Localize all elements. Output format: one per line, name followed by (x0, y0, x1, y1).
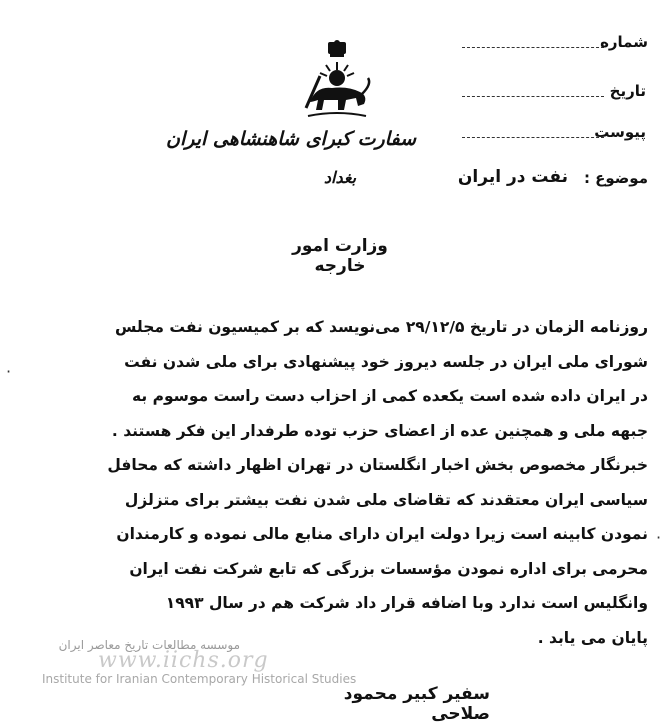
body-line: نمودن کابینه است زیرا دولت ایران دارای منابع مالی نموده و کارمندان (116, 525, 648, 543)
body-line: روزنامه الزمان در تاریخ ۲۹/۱۲/۵ می‌نویسد که بر کمیسیون نفت مجلس (115, 318, 648, 336)
body-line: وانگلیس است ندارد وبا اضافه قرار داد شرکت هم در سال ۱۹۹۳ (165, 594, 648, 612)
body-line: شورای ملی ایران در جلسه دیروز خود پیشنهادی برای ملی شدن نفت (124, 352, 648, 371)
body-line: خبرنگار مخصوص بخش اخبار انگلستان در تهران اظهار داشته که محافل (107, 456, 648, 474)
attachment-label: پیوست (594, 123, 646, 141)
margin-mark: · (656, 528, 662, 547)
number-label: شماره (600, 33, 648, 51)
margin-mark: · (6, 362, 12, 381)
watermark-english: Institute for Iranian Contemporary Historical Studies (42, 672, 357, 686)
body-line: پایان می یابد . (537, 628, 648, 647)
date-field-line (462, 96, 604, 97)
embassy-city: بغداد (323, 168, 357, 187)
body-line: محرمی برای اداره نمودن مؤسسات بزرگی که تابع شرکت نفت ایران (129, 559, 648, 578)
number-field-line (462, 47, 604, 48)
body-line: جبهه ملی و همچنین عده از اعضای حزب توده طرفدار این فکر هستند . (111, 421, 648, 440)
letter-body (22, 310, 648, 655)
recipient-heading: وزارت امور خارجه (292, 236, 388, 276)
date-label: تاریخ (609, 82, 646, 100)
attachment-field-line (462, 137, 604, 138)
lion-and-sun-emblem-icon (298, 40, 376, 122)
body-line: سیاسی ایران معتقدند که تقاضای ملی شدن نفت بیشتر برای متزلزل (124, 490, 648, 509)
signature: سفیر کبیر محمود صلاحی (343, 684, 490, 724)
body-line: در ایران داده شده است یکعده کمی از احزاب دست راست موسوم به (131, 387, 648, 405)
embassy-name: سفارت کبرای شاهنشاهی ایران (166, 128, 416, 150)
subject-value: نفت در ایران (457, 167, 568, 187)
watermark-url: www.iichs.org (98, 648, 269, 673)
subject-label: موضوع : (583, 169, 648, 187)
watermark-persian: موسسه مطالعات تاریخ معاصر ایران (58, 638, 240, 652)
